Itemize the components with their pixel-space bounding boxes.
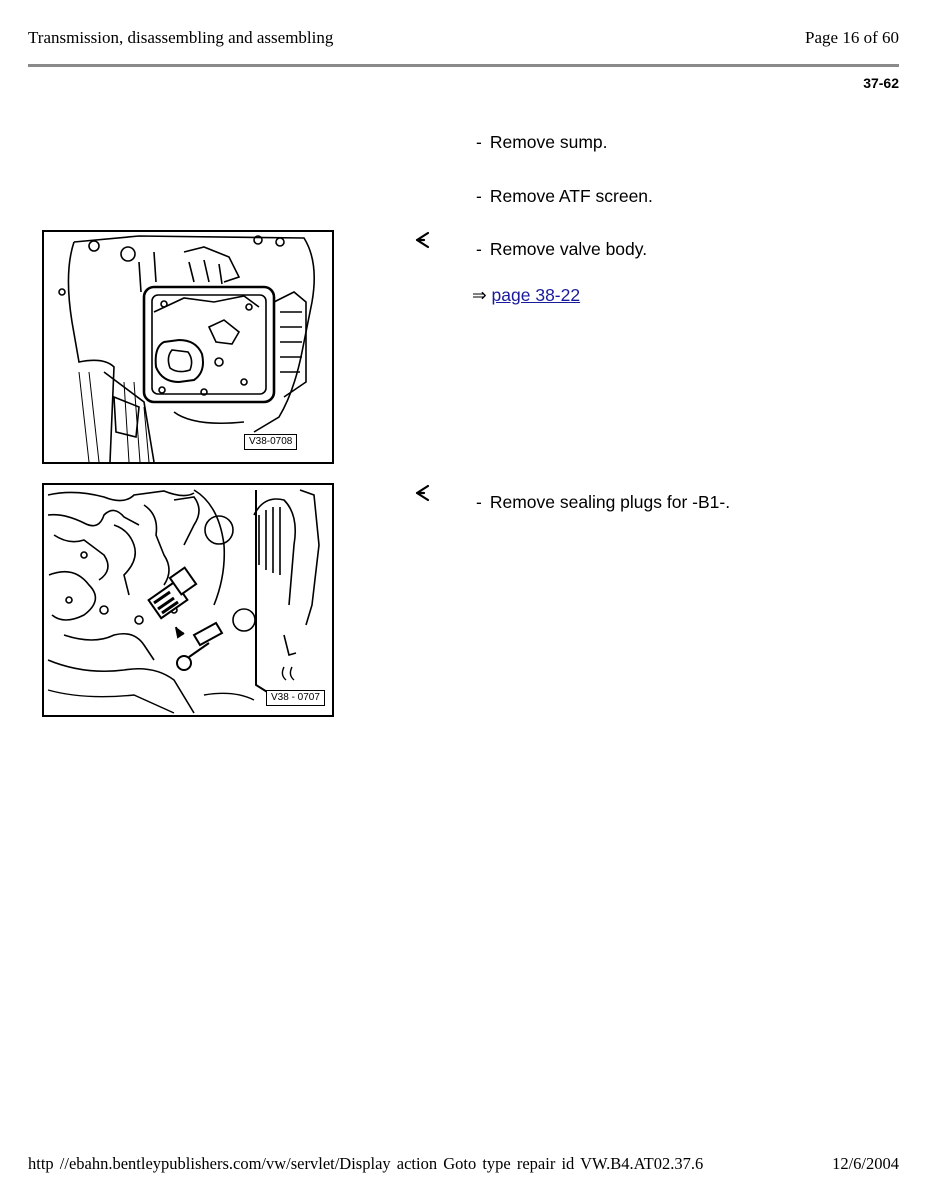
footer-date: 12/6/2004 [832, 1154, 899, 1173]
step-dash: - [476, 239, 482, 259]
figure-valve-body [42, 230, 334, 464]
page-reference-link[interactable]: page 38-22 [491, 285, 581, 305]
step-dash: - [476, 186, 482, 206]
step-text: Remove ATF screen. [489, 186, 653, 206]
figure-label: V38-0708 [244, 434, 297, 450]
pointer-arrow-icon [414, 231, 432, 249]
header-rule [28, 64, 899, 67]
step-text: Remove sump. [489, 132, 608, 152]
figure-sealing-plugs [42, 483, 334, 717]
page-number: Page 16 of 60 [805, 28, 899, 47]
link-arrow-icon: ⇒ [472, 285, 487, 305]
step-text: Remove valve body. [489, 239, 648, 259]
step-remove-atf-screen [476, 186, 653, 207]
reference-link-row [472, 285, 580, 306]
step-remove-sump [476, 132, 608, 153]
step-remove-sealing-plugs [476, 492, 730, 513]
section-number: 37-62 [863, 75, 899, 91]
valve-body-illustration [44, 232, 332, 462]
step-text: Remove sealing plugs for -B1-. [489, 492, 731, 512]
document-title: Transmission, disassembling and assembling [28, 28, 334, 47]
footer-url: http //ebahn.bentleypublishers.com/vw/servlet/Display action Goto type repair id VW.B4.AT02.37.6 [28, 1154, 704, 1173]
step-dash: - [476, 492, 482, 512]
figure-label: V38 - 0707 [266, 690, 325, 706]
pointer-arrow-icon [414, 484, 432, 502]
step-dash: - [476, 132, 482, 152]
step-remove-valve-body [476, 239, 647, 260]
sealing-plug-illustration [44, 485, 332, 715]
